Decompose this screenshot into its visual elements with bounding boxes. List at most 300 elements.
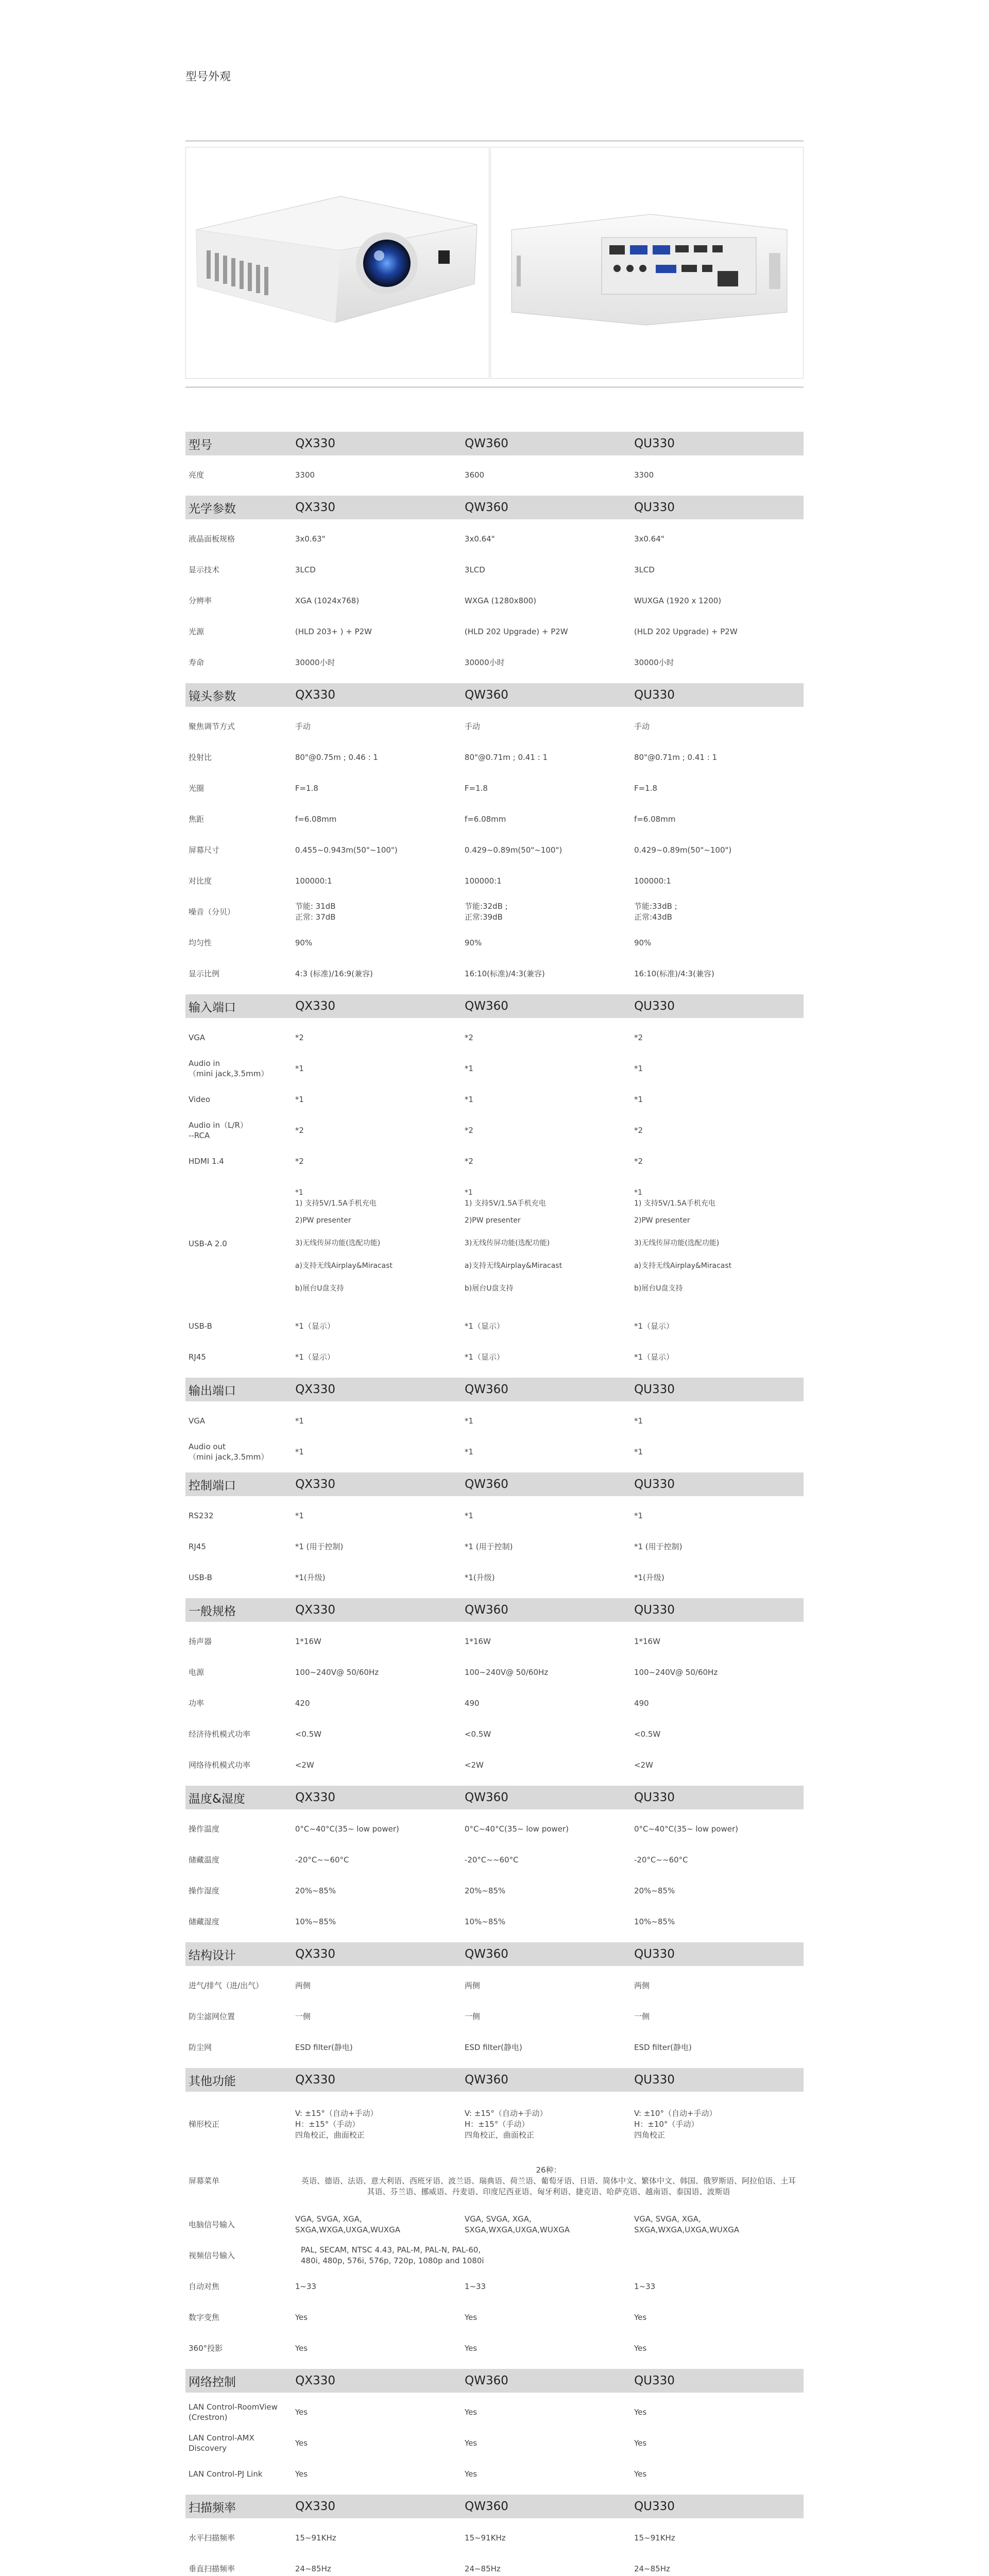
spec-value: -20°C~~60°C	[464, 1855, 519, 1865]
spec-value: 80"@0.71m ; 0.41 : 1	[464, 752, 548, 762]
spec-value: (HLD 202 Upgrade) + P2W	[634, 626, 738, 636]
spec-value: f=6.08mm	[634, 814, 676, 824]
spec-subvalue: 2)PW presenter	[295, 1216, 351, 1225]
spec-value: Yes	[634, 2343, 647, 2353]
spec-value: 1*16W	[634, 1636, 660, 1646]
spec-label: 光圈	[189, 784, 204, 793]
spec-subvalue: 2)PW presenter	[464, 1216, 521, 1225]
spec-row	[185, 1500, 804, 1531]
spec-value: *1（显示）	[295, 1352, 335, 1362]
spec-label: 噪音（分贝）	[189, 907, 235, 917]
spec-label: 垂直扫描频率	[189, 2564, 235, 2573]
spec-value: 30000小时	[464, 657, 505, 667]
spec-value: f=6.08mm	[464, 814, 506, 824]
spec-value: WXGA (1280x800)	[464, 596, 537, 605]
column-model: QX330	[295, 2500, 335, 2513]
spec-row	[185, 1626, 804, 1657]
spec-value: 3x0.63"	[295, 534, 326, 544]
spec-value: *1(升级)	[295, 1572, 326, 1582]
spec-value: *2	[295, 1032, 304, 1042]
spec-value: ESD filter(静电)	[464, 2042, 522, 2052]
section-header	[185, 2369, 804, 2393]
spec-row	[185, 460, 804, 490]
column-model: QX330	[295, 1383, 335, 1396]
spec-value: 15~91KHz	[464, 2533, 506, 2543]
spec-value: Yes	[464, 2407, 478, 2417]
spec-row	[185, 2001, 804, 2032]
spec-value: 3300	[295, 470, 315, 480]
spec-value: 100~240V@ 50/60Hz	[464, 1667, 549, 1677]
spec-row	[185, 1115, 804, 1146]
column-model: QX330	[295, 437, 335, 450]
spec-value: 420	[295, 1698, 310, 1708]
spec-label: 聚焦调节方式	[189, 722, 235, 731]
spec-value: *1	[464, 1511, 473, 1520]
spec-label: 防尘滤网位置	[189, 2012, 235, 2021]
column-model: QU330	[634, 1383, 675, 1396]
column-model: QX330	[295, 1947, 335, 1961]
spec-row	[185, 2428, 804, 2459]
spec-subvalue: b)展台U盘支持	[634, 1284, 683, 1293]
spec-value: F=1.8	[464, 783, 488, 793]
spec-value: 3600	[464, 470, 485, 480]
section-header	[185, 994, 804, 1018]
spec-value: 3LCD	[295, 565, 316, 574]
column-model: QW360	[465, 2500, 508, 2513]
spec-value: 100~240V@ 50/60Hz	[295, 1667, 379, 1677]
spec-value: 3300	[634, 470, 654, 480]
spec-row	[185, 1342, 804, 1372]
section-title: 控制端口	[189, 1479, 236, 1493]
spec-value: 100000:1	[295, 876, 332, 886]
spec-label: VGA	[189, 1033, 206, 1042]
spec-label: RJ45	[189, 1352, 206, 1362]
column-model: QU330	[634, 1947, 675, 1961]
spec-value: *1	[464, 1447, 473, 1456]
spec-value: 100~240V@ 50/60Hz	[634, 1667, 718, 1677]
spec-value: 20%~85%	[464, 1886, 506, 1895]
spec-value: <2W	[464, 1760, 484, 1770]
spec-label: 操作温度	[189, 1824, 220, 1834]
spec-value: Yes	[634, 2469, 647, 2479]
section-header	[185, 1472, 804, 1496]
spec-label: RJ45	[189, 1542, 206, 1551]
section-header	[185, 1598, 804, 1622]
column-model: QW360	[465, 1947, 508, 1961]
spec-subvalue: 1) 支持5V/1.5A手机充电	[634, 1199, 715, 1208]
photo-row	[185, 147, 804, 379]
column-model: QW360	[465, 2073, 508, 2087]
spec-label: Audio in（L/R） --RCA	[189, 1121, 248, 1140]
spec-value: *1	[464, 1063, 473, 1073]
section-title: 扫描频率	[189, 2501, 236, 2515]
spec-value: *1（显示）	[464, 1321, 504, 1331]
spec-value: PAL, SECAM, NTSC 4.43, PAL-M, PAL-N, PAL-60, 480i, 480p, 576i, 576p, 720p, 1080p and 1080i	[301, 2245, 484, 2265]
spec-row	[185, 2271, 804, 2302]
spec-row	[185, 2333, 804, 2364]
spec-value: 3LCD	[634, 565, 655, 574]
spec-label: LAN Control-RoomView (Crestron)	[189, 2402, 278, 2422]
spec-label: VGA	[189, 1416, 206, 1426]
spec-value: Yes	[464, 2438, 478, 2448]
spec-subvalue: 1) 支持5V/1.5A手机充电	[295, 1199, 377, 1208]
spec-row	[185, 835, 804, 866]
spec-value: 24~85Hz	[634, 2564, 670, 2573]
spec-label: 扬声器	[189, 1637, 212, 1646]
spec-value: 90%	[295, 938, 313, 947]
spec-value: 节能: 31dB 正常: 37dB	[295, 902, 336, 922]
spec-label: 水平扫描频率	[189, 2533, 235, 2543]
spec-row	[185, 616, 804, 647]
spec-row	[185, 2459, 804, 2489]
spec-label: 投射比	[189, 753, 212, 762]
spec-value: 490	[464, 1698, 480, 1708]
spec-value: 0°C~40°C(35~ low power)	[464, 1824, 569, 1834]
spec-value: WUXGA (1920 x 1200)	[634, 596, 722, 605]
spec-value: Yes	[464, 2312, 478, 2322]
spec-label: HDMI 1.4	[189, 1157, 224, 1166]
spec-subvalue: *1	[295, 1189, 303, 1197]
spec-label: 光源	[189, 627, 204, 636]
spec-value: 100000:1	[464, 876, 502, 886]
spec-value: 15~91KHz	[295, 2533, 336, 2543]
column-model: QW360	[465, 999, 508, 1013]
spec-row	[185, 1844, 804, 1875]
section-header	[185, 2495, 804, 2518]
spec-row	[185, 2522, 804, 2553]
spec-value: *2	[295, 1156, 304, 1166]
spec-value: Yes	[634, 2407, 647, 2417]
column-model: QU330	[634, 2374, 675, 2387]
spec-label: USB-A 2.0	[189, 1239, 227, 1248]
spec-label: 分辨率	[189, 596, 212, 605]
section-title: 其他功能	[189, 2074, 236, 2088]
spec-value: 80"@0.71m ; 0.41 : 1	[634, 752, 718, 762]
section-title: 输入端口	[189, 1001, 236, 1014]
spec-subvalue: *1	[634, 1189, 642, 1197]
column-model: QU330	[634, 437, 675, 450]
spec-value: *1（显示）	[634, 1321, 674, 1331]
spec-row	[185, 958, 804, 989]
spec-value: <0.5W	[634, 1729, 661, 1739]
spec-value: 1*16W	[464, 1636, 491, 1646]
spec-label: 屏幕菜单	[189, 2176, 220, 2185]
spec-label: LAN Control-PJ Link	[189, 2469, 263, 2479]
spec-row	[185, 1688, 804, 1719]
spec-row	[185, 2096, 804, 2153]
spec-value: ESD filter(静电)	[295, 2042, 353, 2052]
section-title: 输出端口	[189, 1384, 236, 1398]
spec-label: 360°投影	[189, 2344, 223, 2353]
spec-value	[634, 1188, 804, 1300]
spec-value: <2W	[295, 1760, 314, 1770]
spec-row	[185, 2153, 804, 2209]
spec-value: F=1.8	[634, 783, 658, 793]
spec-row	[185, 1084, 804, 1115]
spec-row	[185, 1719, 804, 1750]
spec-value: (HLD 202 Upgrade) + P2W	[464, 626, 568, 636]
spec-row	[185, 1814, 804, 1844]
spec-subvalue: a)支持无线Airplay&Miracast	[295, 1262, 393, 1270]
spec-value: 10%~85%	[634, 1917, 675, 1926]
spec-value: Yes	[295, 2438, 308, 2448]
spec-value: *1(升级)	[634, 1572, 664, 1582]
spec-value: *1	[464, 1416, 473, 1426]
spec-value: 两侧	[634, 1980, 650, 1990]
section-header	[185, 432, 804, 455]
spec-subvalue: *1	[464, 1189, 473, 1197]
spec-row	[185, 896, 804, 927]
spec-value: *1 (用于控制)	[295, 1541, 344, 1551]
spec-label: 亮度	[189, 470, 204, 480]
spec-value: *1（显示）	[634, 1352, 674, 1362]
column-model: QX330	[295, 1478, 335, 1491]
spec-value: *2	[634, 1125, 643, 1135]
column-model: QX330	[295, 501, 335, 514]
spec-label: 焦距	[189, 815, 204, 824]
column-model: QW360	[465, 437, 508, 450]
spec-value: 24~85Hz	[295, 2564, 331, 2573]
spec-value: VGA, SVGA, XGA, SXGA,WXGA,UXGA,WUXGA	[464, 2214, 570, 2234]
column-model: QW360	[465, 501, 508, 514]
spec-value: *2	[634, 1032, 643, 1042]
section-title: 一般规格	[189, 1604, 236, 1618]
spec-value: *1	[295, 1447, 304, 1456]
spec-value: ESD filter(静电)	[634, 2042, 692, 2052]
spec-value: *1	[634, 1094, 643, 1104]
column-model: QU330	[634, 1791, 675, 1804]
spec-value: 一侧	[464, 2011, 480, 2021]
spec-value: 26种： 英语、德语、法语、意大利语、西班牙语、波兰语、瑞典语、荷兰语、葡萄牙语、日语、简体中文、繁体中文、韩国、俄罗斯语、阿拉伯语、土耳其语、芬兰语、挪威语、丹麦语、印度尼西亚语、匈牙利语、捷克语、哈萨克语、越南语、泰国语、波斯语	[301, 2165, 796, 2196]
section-header	[185, 1786, 804, 1809]
spec-label: RS232	[189, 1511, 214, 1520]
section-header	[185, 1942, 804, 1966]
column-model: QW360	[465, 1478, 508, 1491]
photo-rear	[490, 147, 804, 379]
spec-label: 自动对焦	[189, 2282, 220, 2291]
spec-value: 0.455~0.943m(50"~100")	[295, 845, 398, 855]
spec-label: USB-B	[189, 1321, 212, 1331]
column-model: QX330	[295, 1603, 335, 1617]
spec-label: 储藏湿度	[189, 1917, 220, 1926]
spec-subvalue: 3)无线传屏功能(选配功能)	[295, 1239, 381, 1247]
section-header	[185, 1378, 804, 1401]
spec-value: *1 (用于控制)	[464, 1541, 513, 1551]
spec-value: *1（显示）	[295, 1321, 335, 1331]
spec-row	[185, 2209, 804, 2240]
section-title: 网络控制	[189, 2375, 236, 2389]
spec-value: 节能:33dB ; 正常:43dB	[634, 902, 677, 922]
spec-value: 15~91KHz	[634, 2533, 675, 2543]
section-header	[185, 496, 804, 519]
spec-label: 显示比例	[189, 969, 220, 978]
spec-row	[185, 1970, 804, 2001]
spec-subvalue: 3)无线传屏功能(选配功能)	[634, 1239, 720, 1247]
spec-row	[185, 742, 804, 773]
spec-row	[185, 1405, 804, 1436]
column-model: QX330	[295, 1791, 335, 1804]
spec-value: *1	[634, 1511, 643, 1520]
spec-value: *2	[295, 1125, 304, 1135]
column-model: QW360	[465, 1383, 508, 1396]
spec-value: Yes	[464, 2469, 478, 2479]
spec-value: 20%~85%	[634, 1886, 675, 1895]
spec-label: 储藏温度	[189, 1855, 220, 1865]
spec-row	[185, 1531, 804, 1562]
spec-value: Yes	[464, 2343, 478, 2353]
spec-row	[185, 1750, 804, 1781]
spec-label: Video	[189, 1095, 211, 1104]
spec-subvalue: 3)无线传屏功能(选配功能)	[464, 1239, 550, 1247]
spec-value: *2	[634, 1156, 643, 1166]
spec-label: 数字变焦	[189, 2313, 220, 2322]
spec-value: 4:3 (标准)/16:9(兼容)	[295, 969, 373, 978]
spec-value: 80"@0.75m ; 0.46 : 1	[295, 752, 378, 762]
spec-row	[185, 711, 804, 742]
spec-row	[185, 2302, 804, 2333]
spec-value: 3x0.64"	[634, 534, 664, 544]
spec-value: 0.429~0.89m(50"~100")	[464, 845, 562, 855]
column-model: QW360	[465, 1791, 508, 1804]
spec-value: Yes	[295, 2343, 308, 2353]
column-model: QU330	[634, 1478, 675, 1491]
spec-value: (HLD 203+ ) + P2W	[295, 626, 372, 636]
spec-subvalue: 2)PW presenter	[634, 1216, 690, 1225]
spec-value: *1（显示）	[464, 1352, 504, 1362]
spec-row	[185, 523, 804, 554]
column-model: QU330	[634, 1603, 675, 1617]
spec-subvalue: b)展台U盘支持	[295, 1284, 344, 1293]
divider-top	[185, 140, 804, 142]
spec-value: 1~33	[295, 2281, 317, 2291]
spec-value: *1	[295, 1511, 304, 1520]
spec-row	[185, 2032, 804, 2063]
spec-value: 100000:1	[634, 876, 671, 886]
spec-label: 进气/排气（进/出气）	[189, 1981, 264, 1990]
spec-value: V: ±15°（自动+手动） H：±15°（手动） 四角校正，曲面校正	[464, 2108, 548, 2140]
spec-value: Yes	[634, 2312, 647, 2322]
spec-value: 手动	[295, 721, 311, 731]
column-model: QU330	[634, 2500, 675, 2513]
spec-label: 寿命	[189, 658, 204, 667]
spec-label: 功率	[189, 1699, 204, 1708]
spec-value: 20%~85%	[295, 1886, 336, 1895]
spec-row	[185, 1022, 804, 1053]
spec-value: 0.429~0.89m(50"~100")	[634, 845, 732, 855]
spec-label: USB-B	[189, 1573, 212, 1582]
spec-value: Yes	[295, 2407, 308, 2417]
spec-value: *2	[464, 1125, 473, 1135]
spec-value: *1	[464, 1094, 473, 1104]
spec-value: 10%~85%	[464, 1917, 506, 1926]
spec-row	[185, 2553, 804, 2576]
section-title: 型号	[189, 438, 212, 452]
spec-value: *1	[295, 1094, 304, 1104]
column-model: QU330	[634, 2073, 675, 2087]
spec-value: 两侧	[464, 1980, 480, 1990]
spec-value: 1~33	[634, 2281, 656, 2291]
spec-value: *1	[295, 1063, 304, 1073]
column-model: QU330	[634, 999, 675, 1013]
spec-value: 30000小时	[295, 657, 335, 667]
spec-value: 3x0.64"	[464, 534, 495, 544]
spec-value: Yes	[295, 2469, 308, 2479]
section-title: 结构设计	[189, 1948, 236, 1962]
spec-value: -20°C~~60°C	[295, 1855, 349, 1865]
spec-value: 16:10(标准)/4:3(兼容)	[464, 969, 545, 978]
spec-value: VGA, SVGA, XGA, SXGA,WXGA,UXGA,WUXGA	[295, 2214, 400, 2234]
spec-label: 电源	[189, 1668, 204, 1677]
spec-row	[185, 1875, 804, 1906]
spec-row	[185, 1146, 804, 1177]
spec-subvalue: a)支持无线Airplay&Miracast	[634, 1262, 732, 1270]
column-model: QX330	[295, 999, 335, 1013]
spec-value: *2	[464, 1032, 473, 1042]
spec-row	[185, 1311, 804, 1342]
spec-label: Audio in （mini jack,3.5mm）	[189, 1059, 269, 1078]
spec-value	[295, 1188, 465, 1300]
spec-row	[185, 585, 804, 616]
page-title: 型号外观	[185, 71, 231, 83]
spec-label: 电脑信号输入	[189, 2220, 235, 2229]
section-title: 镜头参数	[189, 689, 236, 703]
spec-row	[185, 804, 804, 835]
spec-subvalue: b)展台U盘支持	[464, 1284, 514, 1293]
spec-value: Yes	[295, 2312, 308, 2322]
projector-front-image	[186, 147, 489, 378]
spec-value: 10%~85%	[295, 1917, 336, 1926]
spec-value	[465, 1188, 634, 1300]
spec-row	[185, 2240, 804, 2271]
spec-value: F=1.8	[295, 783, 318, 793]
column-model: QW360	[465, 2374, 508, 2387]
spec-value: 90%	[634, 938, 652, 947]
section-header	[185, 683, 804, 707]
column-model: QW360	[465, 1603, 508, 1617]
spec-label: 梯形校正	[189, 2120, 220, 2129]
spec-value: 1~33	[464, 2281, 486, 2291]
spec-value: <0.5W	[295, 1729, 322, 1739]
spec-value: V: ±10°（自动+手动） H：±10°（手动） 四角校正	[634, 2108, 717, 2140]
divider-bottom	[185, 386, 804, 388]
spec-table	[185, 432, 804, 2576]
spec-value: *2	[464, 1156, 473, 1166]
column-model: QX330	[295, 2374, 335, 2387]
column-model: QX330	[295, 688, 335, 702]
spec-label: 经济待机模式功率	[189, 1730, 251, 1739]
spec-value: *1	[634, 1063, 643, 1073]
spec-row	[185, 773, 804, 804]
spec-row	[185, 1562, 804, 1593]
spec-row	[185, 647, 804, 678]
column-model: QU330	[634, 501, 675, 514]
spec-value: 一侧	[295, 2011, 311, 2021]
spec-row	[185, 1177, 804, 1311]
spec-label: LAN Control-AMX Discovery	[189, 2433, 254, 2453]
spec-value: <0.5W	[464, 1729, 491, 1739]
spec-row	[185, 1053, 804, 1084]
projector-rear-image	[491, 147, 803, 378]
spec-value: 24~85Hz	[464, 2564, 501, 2573]
section-header	[185, 2068, 804, 2092]
spec-value: 30000小时	[634, 657, 674, 667]
spec-value: 1*16W	[295, 1636, 321, 1646]
spec-value: VGA, SVGA, XGA, SXGA,WXGA,UXGA,WUXGA	[634, 2214, 740, 2234]
spec-row	[185, 1657, 804, 1688]
spec-label: 屏幕尺寸	[189, 845, 220, 855]
spec-label: 均匀性	[189, 938, 212, 947]
column-model: QX330	[295, 2073, 335, 2087]
